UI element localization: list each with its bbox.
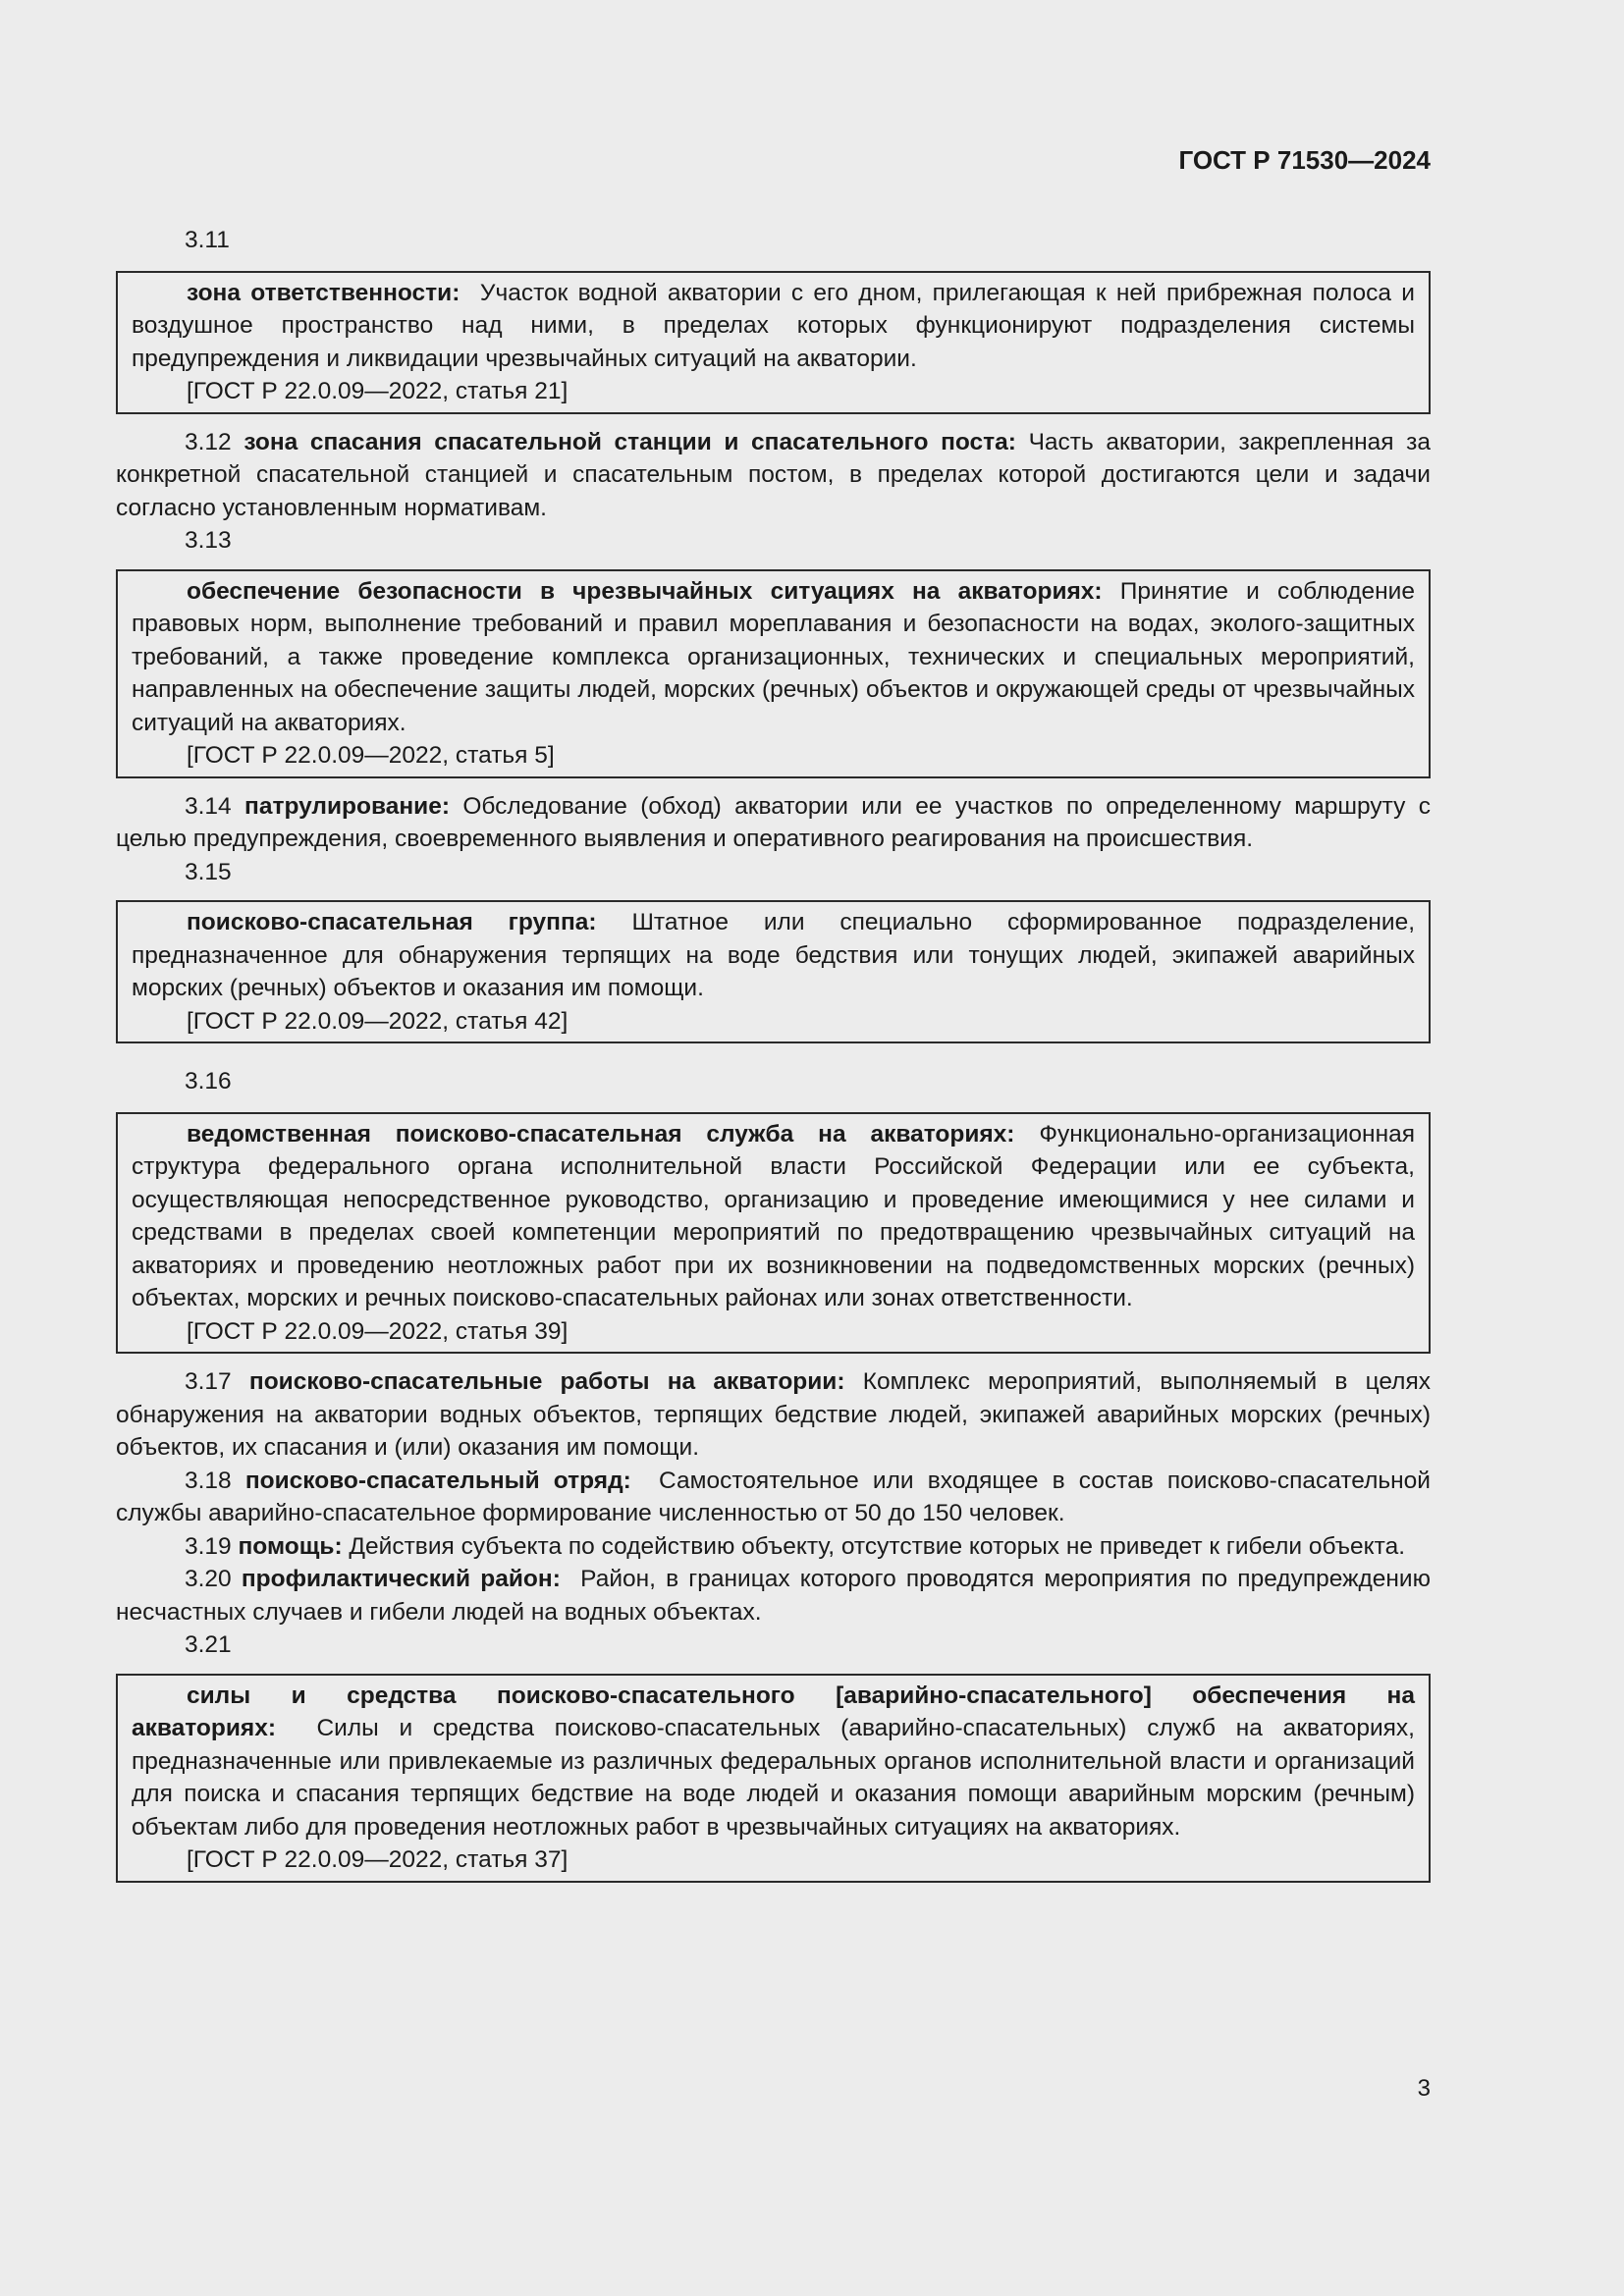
definition-source: [ГОСТ Р 22.0.09—2022, статья 5]: [187, 742, 555, 769]
definition-source: [ГОСТ Р 22.0.09—2022, статья 37]: [187, 1846, 568, 1873]
definition-box: [116, 569, 1431, 778]
term-number: 3.20: [185, 1566, 232, 1592]
term-definition: Район, в границах которого проводятся мероприятия по предупреждению несчастных случаев и гибели людей на водных объектах.: [116, 1566, 1431, 1626]
term-number: 3.19: [185, 1532, 232, 1560]
term-paragraph: [116, 790, 1431, 856]
term-name: силы и средства поисково-спасательного [аварийно-спасательного] обеспечения на акваториях:: [132, 1682, 1415, 1741]
term-definition: Функционально-организационная структура федерального органа исполнительной власти Российской Федерации или ее субъекта, осуществляющая непосредственное руководство, организацию и проведение имеющимися у нее силами и средствами в пределах своей компетенции мероприятий по предотвращению чрезвычайных ситуаций на акваториях и проведению неотложных работ при их возникновении на подведомственных морских (речных) объектах, морских и речных поисково-спасательных районах или зонах ответственности.: [132, 1120, 1415, 1311]
term-definition: Обследование (обход) акватории или ее участков по определенному маршруту с целью предупреждения, своевременного выявления и оперативного реагирования на происшествия.: [116, 792, 1431, 852]
term-name: профилактический район:: [241, 1566, 561, 1592]
term-definition: Действия субъекта по содействию объекту, отсутствие которых не приведет к гибели объекта.: [349, 1532, 1406, 1560]
term-name: ведомственная поисково-спасательная служба на акваториях:: [187, 1120, 1015, 1148]
definition-text: [132, 1680, 1415, 1844]
term-definition: Принятие и соблюдение правовых норм, выполнение требований и правил мореплавания и безопасности на водах, эколого-защитных требований, а также проведение комплекса организационных, технических и специальных мероприятий, направленных на обеспечение защиты людей, морских (речных) объектов и окружающей среды от чрезвычайных ситуаций на акваториях.: [132, 577, 1415, 736]
term-number: 3.18: [185, 1467, 232, 1494]
term-paragraph: [116, 1563, 1431, 1629]
term-name: поисково-спасательная группа:: [187, 909, 597, 935]
term-name: поисково-спасательные работы на акватории:: [248, 1368, 845, 1395]
definition-source: [ГОСТ Р 22.0.09—2022, статья 21]: [187, 378, 568, 404]
term-number: 3.12: [185, 428, 232, 455]
definition-text: [132, 906, 1415, 1005]
term-number: 3.13: [185, 527, 232, 554]
definition-box: [116, 271, 1431, 414]
terms-section: [116, 224, 1431, 1895]
term-paragraph: [116, 1530, 1431, 1564]
term-number: 3.14: [185, 792, 232, 820]
term-paragraph: [116, 426, 1431, 525]
term-name: зона спасания спасательной станции и спасательного поста:: [244, 428, 1016, 455]
definition-source: [ГОСТ Р 22.0.09—2022, статья 39]: [187, 1317, 568, 1345]
definition-box: [116, 900, 1431, 1043]
term-paragraph: [116, 1465, 1431, 1530]
term-number: 3.21: [185, 1631, 232, 1658]
term-definition: Комплекс мероприятий, выполняемый в целях обнаружения на акватории водных объектов, терпящих бедствие людей, экипажей аварийных морских (речных) объектов, их спасания и (или) оказания им помощи.: [116, 1368, 1431, 1461]
standard-designation: ГОСТ Р 71530—2024: [1178, 145, 1431, 175]
term-name: патрулирование:: [244, 792, 450, 820]
term-definition: Часть акватории, закрепленная за конкретной спасательной станцией и спасательным постом, в пределах которой достигаются цели и задачи согласно установленным нормативам.: [116, 428, 1431, 521]
term-number: 3.17: [185, 1368, 232, 1395]
definition-text: [132, 277, 1415, 376]
term-definition: Участок водной акватории с его дном, прилегающая к ней прибрежная полоса и воздушное пространство над ними, в пределах которых функционируют подразделения системы предупреждения и ликвидации чрезвычайных ситуаций на акватории.: [132, 279, 1415, 372]
term-definition: Силы и средства поисково-спасательных (аварийно-спасательных) служб на акваториях, предназначенные или привлекаемые из различных федеральных органов исполнительной власти и организаций для поиска и спасания терпящих бедствие на воде людей и оказания помощи аварийным морским (речным) объектам либо для проведения неотложных работ в чрезвычайных ситуациях на акваториях.: [132, 1715, 1415, 1841]
term-name: зона ответственности:: [187, 279, 460, 306]
definition-text: [132, 575, 1415, 740]
definition-text: [132, 1118, 1415, 1315]
page-number: 3: [1417, 2075, 1431, 2102]
definition-box: [116, 1674, 1431, 1883]
definition-box: [116, 1112, 1431, 1355]
term-name: обеспечение безопасности в чрезвычайных ситуациях на акваториях:: [187, 577, 1103, 605]
term-number: 3.15: [185, 858, 232, 885]
term-name: помощь:: [238, 1532, 343, 1560]
term-definition: Самостоятельное или входящее в состав поисково-спасательной службы аварийно-спасательное формирование численностью от 50 до 150 человек.: [116, 1467, 1431, 1526]
term-number: 3.16: [185, 1068, 232, 1095]
term-name: поисково-спасательный отряд:: [244, 1467, 631, 1494]
term-paragraph: [116, 1365, 1431, 1465]
term-number: 3.11: [185, 227, 230, 253]
term-definition: Штатное или специально сформированное подразделение, предназначенное для обнаружения терпящих на воде бедствия или тонущих людей, экипажей аварийных морских (речных) объектов и оказания им помощи.: [132, 909, 1416, 1001]
definition-source: [ГОСТ Р 22.0.09—2022, статья 42]: [187, 1007, 568, 1035]
